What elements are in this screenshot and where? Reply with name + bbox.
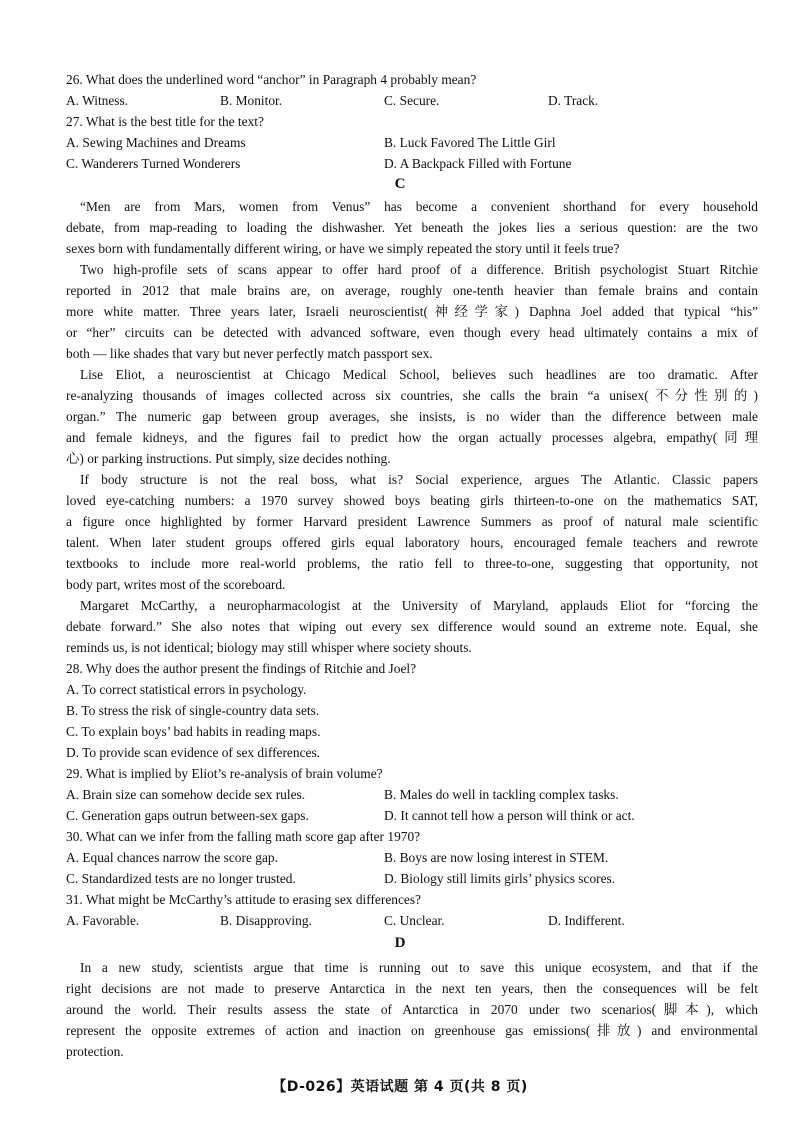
q28-option-c: C. To explain boys’ bad habits in reading maps. xyxy=(66,724,321,739)
q26-option-a: A. Witness. xyxy=(66,93,129,108)
q27-option-d: D. A Backpack Filled with Fortune xyxy=(384,156,572,171)
passage-c-line: Lise Eliot, a neuroscientist at Chicago Medical School, believes such headlines are too dramatic. After xyxy=(80,367,758,382)
passage-c-line: loved eye-catching numbers: a 1970 survey showed boys beating girls thirteen-to-one on the mathematics SAT, xyxy=(66,493,758,508)
passage-d-line: In a new study, scientists argue that time is running out to save this unique ecosystem, and that if the xyxy=(80,960,758,975)
passage-c-line: debate, from map-reading to loading the dishwasher. Yet beneath the jokes lies a serious question: are the two xyxy=(66,220,758,235)
passage-c-line: or “her” circuits can be detected with advanced software, even though every head ultimately contains a mix of xyxy=(66,325,758,340)
passage-c-line: talent. When later student groups offered girls equal laboratory hours, encouraged female teachers and rewrote xyxy=(66,535,758,550)
q30-option-d: D. Biology still limits girls’ physics scores. xyxy=(384,871,616,886)
passage-c-line: Margaret McCarthy, a neuropharmacologist at the University of Maryland, applauds Eliot for “forcing the xyxy=(80,598,758,613)
question-31-stem: 31. What might be McCarthy’s attitude to erasing sex differences? xyxy=(66,892,422,907)
q30-option-c: C. Standardized tests are no longer trusted. xyxy=(66,871,296,886)
passage-d-line: around the world. Their results assess the state of Antarctica in 2070 under two scenarios(脚本), which xyxy=(66,1002,758,1017)
q26-option-c: C. Secure. xyxy=(384,93,440,108)
passage-c-line: and female kidneys, and the figures fail to predict how the organ actually processes algebra, empathy(同理 xyxy=(66,430,758,445)
q31-option-c: C. Unclear. xyxy=(384,913,445,928)
q31-option-a: A. Favorable. xyxy=(66,913,140,928)
q26-option-b: B. Monitor. xyxy=(220,93,283,108)
passage-c-line: organ.” The numeric gap between group averages, she insists, is no wider than the difference between male xyxy=(66,409,758,424)
passage-c-line: If body structure is not the real boss, what is? Social experience, argues The Atlantic. Classic papers xyxy=(80,472,758,487)
passage-d-line: protection. xyxy=(66,1044,124,1059)
question-30-stem: 30. What can we infer from the falling math score gap after 1970? xyxy=(66,829,421,844)
q30-option-a: A. Equal chances narrow the score gap. xyxy=(66,850,278,865)
passage-c-line: reminds us, is not identical; biology may still whisper where society shouts. xyxy=(66,640,472,655)
q31-option-d: D. Indifferent. xyxy=(548,913,625,928)
passage-d-line: represent the opposite extremes of action and inaction on greenhouse gas emissions(排放) and environmental xyxy=(66,1023,758,1038)
section-heading-d: D xyxy=(394,935,406,951)
q26-option-d: D. Track. xyxy=(548,93,599,108)
passage-c-line: debate forward.” She also notes that wiping out every sex difference would sound an extreme note. Equal, she xyxy=(66,619,758,634)
passage-c-line: sexes born with fundamentally different wiring, or have we simply repeated the story until it feels true? xyxy=(66,241,620,256)
page-footer: 【D-026】英语试题 第 4 页(共 8 页) xyxy=(272,1079,528,1095)
q29-option-d: D. It cannot tell how a person will think or act. xyxy=(384,808,635,823)
passage-c-line: reported in 2012 that male brains are, on average, roughly one-tenth heavier than female brains and contain xyxy=(66,283,758,298)
q27-option-c: C. Wanderers Turned Wonderers xyxy=(66,156,241,171)
passage-c-line: Two high-profile sets of scans appear to offer hard proof of a difference. British psychologist Stuart Ritchie xyxy=(80,262,758,277)
q29-option-a: A. Brain size can somehow decide sex rules. xyxy=(66,787,306,802)
section-heading-c: C xyxy=(394,176,406,192)
passage-c-line: 心) or parking instructions. Put simply, size decides nothing. xyxy=(66,451,391,466)
passage-d-line: right decisions are not made to preserve Antarctica in the next ten years, then the consequences will be felt xyxy=(66,981,758,996)
q28-option-d: D. To provide scan evidence of sex differences. xyxy=(66,745,321,760)
q29-option-b: B. Males do well in tackling complex tasks. xyxy=(384,787,619,802)
question-26-stem: 26. What does the underlined word “anchor” in Paragraph 4 probably mean? xyxy=(66,72,477,87)
q27-option-b: B. Luck Favored The Little Girl xyxy=(384,135,556,150)
passage-c-line: textbooks to include more real-world problems, the ratio fell to three-to-one, suggesting that opportunity, not xyxy=(66,556,758,571)
q30-option-b: B. Boys are now losing interest in STEM. xyxy=(384,850,609,865)
q28-option-b: B. To stress the risk of single-country data sets. xyxy=(66,703,320,718)
passage-c-line: re-analyzing thousands of images collected across six countries, she calls the brain “a unisex(不分性别的) xyxy=(66,388,758,403)
passage-c-line: both — like shades that vary but never perfectly match passport sex. xyxy=(66,346,433,361)
passage-c-line: body part, writes most of the scoreboard. xyxy=(66,577,286,592)
q31-option-b: B. Disapproving. xyxy=(220,913,312,928)
passage-c-line: more white matter. Three years later, Israeli neuroscientist(神经学家) Daphna Joel added that typical “his” xyxy=(66,304,758,319)
q28-option-a: A. To correct statistical errors in psychology. xyxy=(66,682,307,697)
passage-c-line: a figure once highlighted by former Harvard president Lawrence Summers as proof of natural male scientific xyxy=(66,514,758,529)
question-28-stem: 28. Why does the author present the findings of Ritchie and Joel? xyxy=(66,661,417,676)
q27-option-a: A. Sewing Machines and Dreams xyxy=(66,135,246,150)
question-27-stem: 27. What is the best title for the text? xyxy=(66,114,264,129)
passage-c-line: “Men are from Mars, women from Venus” has become a convenient shorthand for every household xyxy=(80,199,758,214)
q29-option-c: C. Generation gaps outrun between-sex gaps. xyxy=(66,808,309,823)
question-29-stem: 29. What is implied by Eliot’s re-analysis of brain volume? xyxy=(66,766,383,781)
